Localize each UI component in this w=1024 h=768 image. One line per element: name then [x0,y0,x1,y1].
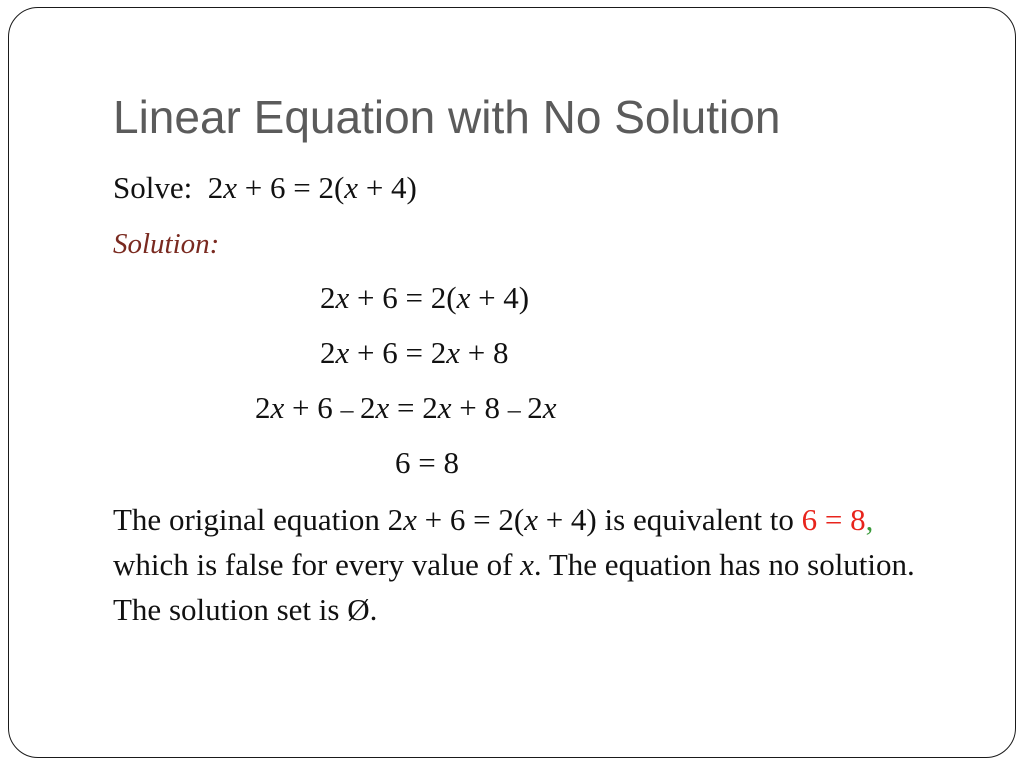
conclusion-paragraph: The original equation 2x + 6 = 2(x + 4) is equivalent to 6 = 8, which is false for every value of x. The equation has no solution. The solution set is Ø. [113,502,915,627]
slide-title: Linear Equation with No Solution [113,91,781,143]
solution-step-4: 6 = 8 [395,445,459,480]
conclusion-equation: 2x + 6 = 2(x + 4) [387,502,597,537]
solution-step-1: 2x + 6 = 2(x + 4) [320,280,530,315]
false-statement-highlight: 6 = 8 [801,502,866,537]
solution-label: Solution: [113,228,220,260]
problem-equation: 2x + 6 = 2(x + 4) [207,170,417,205]
solution-step-3: 2x + 6 – 2x = 2x + 8 – 2x [255,390,557,425]
solution-step-2: 2x + 6 = 2x + 8 [320,335,509,370]
problem-statement [113,168,417,208]
solve-prefix: Solve: [113,170,193,205]
variable-x: x [520,547,534,582]
highlight-comma: , [865,502,874,537]
